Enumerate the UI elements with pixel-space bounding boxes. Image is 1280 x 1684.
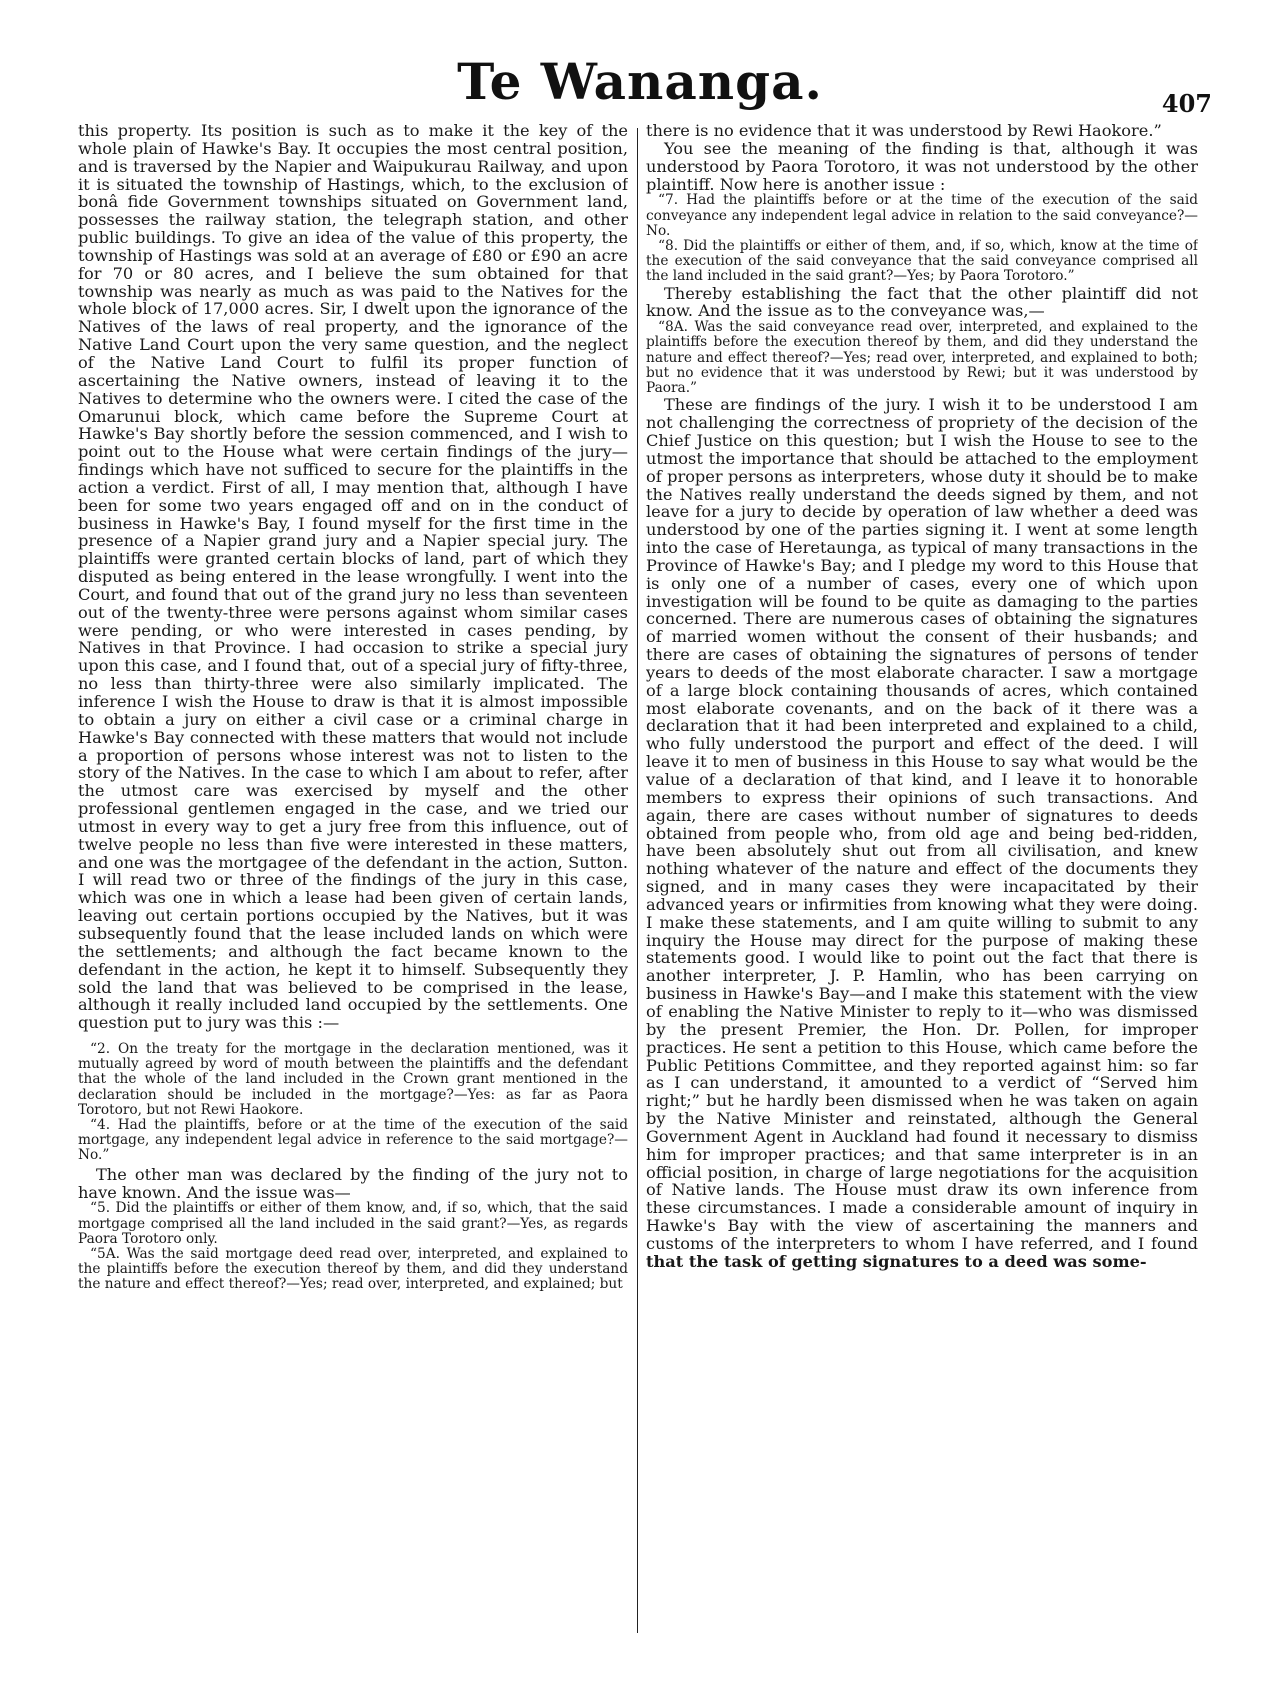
column-divider [637, 128, 638, 1633]
right-paragraph-3 [646, 396, 1198, 1270]
right-quote-7: “7. Had the plaintiffs before or at the time of the execution of the said conveyance any independent legal advice in relation to the said conveyance?—No. [646, 192, 1198, 239]
left-paragraph-1: this property. Its position is such as to make it the key of the whole plain of Hawke's Bay. It occupies the most central position, and is traversed by the Napier and Waipukurau Railway, and upon it is situated the township of Hastings, which, to the exclusion of bonâ fide Government townships situated on Government land, possesses the railway station, the telegraph station, and other public buildings. To give an idea of the value of this property, the township of Hastings was sold at an average of £80 or £90 an acre for 70 or 80 acres, and I believe the sum obtained for that township was nearly as much as was paid to the Natives for the whole block of 17,000 acres. Sir, I dwelt upon the ignorance of the Natives of the laws of real property, and the ignorance of the Native Land Court upon the very same question, and the neglect of the Native Land Court to fulfil its proper function of ascertaining the Native owners, instead of leaving it to the Natives to determine who the owners were. I cited the case of the Omarunui block, which came before the Supreme Court at Hawke's Bay shortly before the session commenced, and I wish to point out to the House what were certain findings of the jury—findings which have not sufficed to secure for the plaintiffs in the action a verdict. First of all, I may mention that, although I have been for some two years engaged off and on in the conduct of business in Hawke's Bay, I found myself for the first time in the presence of a Napier grand jury and a Napier special jury. The plaintiffs were granted certain blocks of land, part of which they disputed as being entered in the lease wrongfully. I went into the Court, and found that out of the grand jury no less than seventeen out of the twenty-three were persons against whom similar cases were pending, or who were interested in cases pending, by Natives in that Province. I had occasion to strike a special jury upon this case, and I found that, out of a special jury of fifty-three, no less than thirty-three were also similarly implicated. The inference I wish the House to draw is that it is almost impossible to obtain a jury on either a civil case or a criminal charge in Hawke's Bay connected with these matters that would not include a proportion of persons whose interest was not to listen to the story of the Natives. In the case to which I am about to refer, after the utmost care was exercised by myself and the other professional gentlemen engaged in the case, and we tried our utmost in every way to get a jury free from this influence, out of twelve people no less than five were interested in these matters, and one was the mortgagee of the defendant in the action, Sutton. I will read two or three of the findings of the jury in this case, which was one in which a lease had been given of certain lands, leaving out certain portions occupied by the Natives, but it was subsequently found that the lease included lands on which were the settlements; and although the fact became known to the defendant in the action, he kept it to himself. Subsequently they sold the land that was believed to be comprised in the lease, although it really included land occupied by the settlements. One question put to jury was this :— [78, 122, 628, 1033]
right-quote-continuation: there is no evidence that it was understood by Rewi Haokore.” [646, 122, 1162, 140]
left-quote-4: “4. Had the plaintiffs, before or at the time of the execution of the said mortgage, any independent legal advice in reference to the said mortgage?—No.” [78, 1117, 628, 1164]
right-quote-8a: “8A. Was the said conveyance read over, interpreted, and explained to the plaintiffs before the execution thereof by them, and did they understand the nature and effect thereof?—Yes; read over, interpreted, and explained to both; but no evidence that it was understood by Rewi; but it was understood by Paora.” [646, 319, 1198, 397]
right-quote-8: “8. Did the plaintiffs or either of them, and, if so, which, know at the time of the execution of the said conveyance that the said conveyance comprised all the land included in the said grant?—Yes; by Paora Torotoro.” [646, 237, 1198, 285]
left-column [78, 122, 628, 1638]
page-number: 407 [1161, 89, 1212, 118]
left-paragraph-2: The other man was declared by the finding of the jury not to have known. And the issue was— [78, 1164, 628, 1202]
left-quote-5a: “5A. Was the said mortgage deed read over, interpreted, and explained to the plaintiffs before the execution thereof by them, and did they understand the nature and effect thereof?—Yes; read over, interpreted, and explained; but [78, 1245, 628, 1293]
right-paragraph-1: You see the meaning of the finding is that, although it was understood by Paora Torotoro, it was not understood by the other plaintiff. Now here is another issue : [646, 138, 1198, 194]
right-paragraph-2: Thereby establishing the fact that the other plaintiff did not know. And the issue as to the conveyance was,— [646, 283, 1198, 321]
masthead-title: Te Wananga. [457, 52, 823, 111]
right-paragraph-3-tail: that the task of getting signatures to a deed was some- [646, 1251, 1147, 1271]
right-paragraph-3-text: These are findings of the jury. I wish it to be understood I am not challenging the correctness of propriety of the decision of the Chief Justice on this question; but I wish the House to see to the utmost the importance that should be attached to the employment of proper persons as interpreters, whose duty it should be to make the Natives really understand the deeds signed by them, and not leave for a jury to decide by operation of law whether a deed was understood by one of the parties signing it. I went at some length into the case of Heretaunga, as typical of many transactions in the Province of Hawke's Bay; and I pledge my word to this House that is only one of a number of cases, every one of which upon investigation will be found to be quite as damaging to the parties concerned. There are numerous cases of obtaining the signatures of married women without the consent of their husbands; and there are cases of obtaining the signatures of persons of tender years to deeds of the most elaborate character. I saw a mortgage of a large block containing thousands of acres, which contained most elaborate covenants, and on the back of it there was a declaration that it had been interpreted and explained to a child, who fully understood the purport and effect of the deed. I will leave it to men of business in this House to say what would be the value of a declaration of that kind, and I leave it to honorable members to express their opinions of such transactions. And again, there are cases without number of signatures to deeds obtained from people who, from old age and being bed-ridden, have been absolutely shut out from all civilisation, and knew nothing whatever of the nature and effect of the documents they signed, and in many cases they were incapacitated by their advanced years or infirmities from knowing what they were doing. I make these statements, and I am quite willing to submit to any inquiry the House may direct for the purpose of making these statements good. I would like to point out the fact that there is another interpreter, J. P. Hamlin, who has been carrying on business in Hawke's Bay—and I make this statement with the view of enabling the Native Minister to reply to it—who was dismissed by the present Premier, the Hon. Dr. Pollen, for improper practices. He sent a petition to this House, which came before the Public Petitions Committee, and they reported against him: so far as I can understand, it amounted to a verdict of “Served him right;” but he hardly been dismissed when he was taken on again by the Native Minister and reinstated, although the General Government Agent in Auckland had found it necessary to dismiss him for improper practices; and that same interpreter is in an official position, in charge of large negotiations for the acquisition of Native lands. The House must draw its own inference from these circumstances. I made a considerable amount of inquiry in Hawke's Bay with the view of ascertaining the manners and customs of the interpreters to whom I have referred, and I found [646, 395, 1198, 1253]
left-quote-2: “2. On the treaty for the mortgage in the declaration mentioned, was it mutually agreed by word of mouth between the plaintiffs and the defendant that the whole of the land included in the Crown grant mentioned in the declaration should be included in the mortgage?—Yes: as far as Paora Torotoro, but not Rewi Haokore. [78, 1041, 628, 1118]
right-column [646, 122, 1198, 1638]
left-quote-5: “5. Did the plaintiffs or either of them know, and, if so, which, that the said mortgage comprised all the land included in the said grant?—Yes, as regards Paora Torotoro only. [78, 1200, 628, 1247]
